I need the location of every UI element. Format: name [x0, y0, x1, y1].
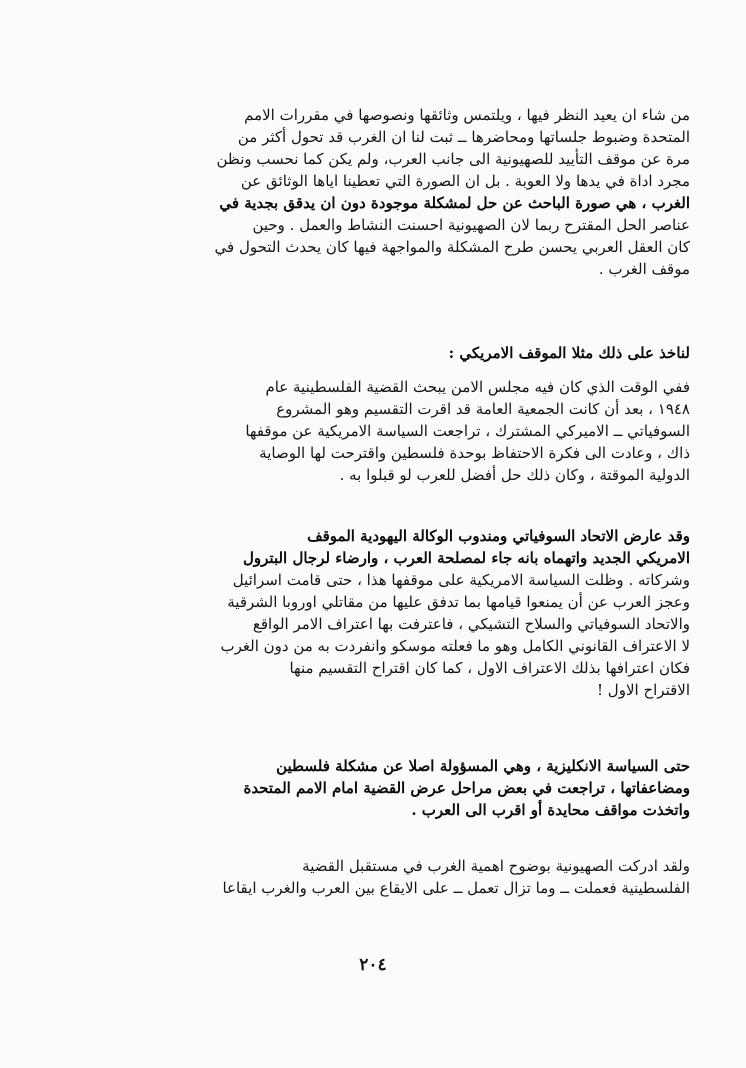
paragraph-1 — [148, 104, 690, 280]
paragraph-5-line: ولقد ادركت الصهيونية بوضوح اهمية الغرب في مستقبل القضية — [302, 857, 690, 875]
paragraph-2-line: السوفياتي ــ الاميركي المشترك ، تراجعت السياسة الامريكية عن موقفها — [245, 422, 690, 440]
paragraph-1-line: المتحدة وضبوط جلساتها ومحاضرها ــ ثبت لنا ان الغرب قد تحول أكثر من — [237, 128, 690, 146]
paragraph-1-line: كان العقل العربي يحسن طرح المشكلة والمواجهة فيها كان يحدث التحول في — [214, 238, 690, 256]
paragraph-1-line: الغرب ، هي صورة الباحث عن حل لمشكلة موجودة دون ان يدقق بجدية في — [219, 194, 690, 212]
section-heading: لناخذ على ذلك مثلا الموقف الامريكي : — [448, 344, 690, 362]
paragraph-3 — [148, 525, 690, 701]
page-number: ٢٠٤ — [359, 955, 387, 975]
paragraph-3-line: فكان اعترافها بذلك الاعتراف الاول ، كما كان اقتراح التقسيم منها — [289, 659, 690, 677]
paragraph-2 — [148, 376, 690, 486]
paragraph-4-line: حتى السياسة الانكليزية ، وهي المسؤولة اصلا عن مشكلة فلسطين — [276, 757, 690, 775]
paragraph-2-line: الدولية الموقتة ، وكان ذلك حل أفضل للعرب لو قبلوا به . — [339, 466, 690, 484]
paragraph-2-line: ففي الوقت الذي كان فيه مجلس الامن يبحث القضية الفلسطينية عام — [265, 378, 690, 396]
paragraph-4-line: ومضاعفاتها ، تراجعت في بعض مراحل عرض القضية امام الامم المتحدة — [243, 779, 690, 797]
paragraph-3-line: الامريكي الجديد واتهماه بانه جاء لمصلحة العرب ، وارضاء لرجال البترول — [243, 549, 690, 567]
paragraph-3-line: وقد عارض الاتحاد السوفياتي ومندوب الوكالة اليهودية الموقف — [307, 527, 690, 545]
paragraph-1-line: مرة عن موقف التأييد للصهيونية الى جانب العرب، ولم يكن كما نحسب ونظن — [216, 150, 690, 168]
paragraph-4 — [148, 755, 690, 821]
paragraph-3-line: والاتحاد السوفياتي والسلاح التشيكي ، فاعترفت بها اعتراف الامر الواقع — [252, 615, 690, 633]
paragraph-5-line: الفلسطينية فعملت ــ وما تزال تعمل ــ على الايقاع بين العرب والغرب ايقاعا — [222, 879, 690, 897]
paragraph-3-line: الاقتراح الاول ! — [597, 681, 690, 699]
paragraph-3-line: وشركاته . وظلت السياسة الامريكية على موقفها هذا ، حتى قامت اسرائيل — [232, 571, 690, 589]
paragraph-4-line: واتخذت مواقف محايدة أو اقرب الى العرب . — [411, 801, 690, 819]
paragraph-1-line: موقف الغرب . — [598, 260, 690, 278]
paragraph-1-line: من شاء ان يعيد النظر فيها ، ويلتمس وثائقها ونصوصها في مقررات الامم — [244, 106, 690, 124]
paragraph-2-line: ذاك ، وعادت الى فكرة الاحتفاظ بوحدة فلسطين واقترحت لها الوصاية — [259, 444, 690, 462]
paragraph-1-line: عناصر الحل المقترح ربما لان الصهيونية احسنت النشاط والعمل . وحين — [252, 216, 690, 234]
paragraph-5 — [148, 855, 690, 899]
paragraph-2-line: ١٩٤٨ ، بعد أن كانت الجمعية العامة قد اقرت التقسيم وهو المشروع — [276, 400, 690, 418]
paragraph-1-line: مجرد اداة في يدها ولا العوبة . بل ان الصورة التي تعطينا اياها الوثائق عن — [240, 172, 690, 190]
paragraph-3-line: لا الاعتراف القانوني الكامل وهو ما فعلته موسكو وانفردت به من دون الغرب — [220, 637, 690, 655]
paragraph-3-line: وعجز العرب عن أن يمنعوا قيامها بما تدفق عليها من مقاتلي اوروبا الشرقية — [227, 593, 690, 611]
